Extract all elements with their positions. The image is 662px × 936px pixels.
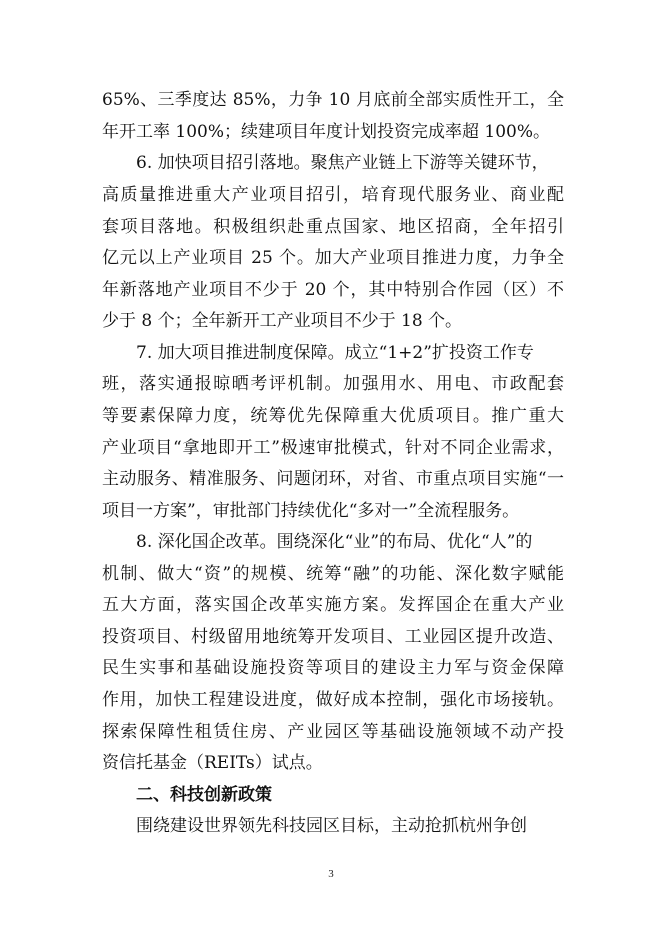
- text-line: 围绕建设世界领先科技园区目标，主动抢抓杭州争创: [136, 816, 527, 836]
- text-line: 6. 加快项目招引落地。聚焦产业链上下游等关键环节，: [136, 153, 549, 173]
- text-line: 高质量推进重大产业项目招引，培育现代服务业、商业配: [102, 185, 564, 205]
- text-line: 班，落实通报晾晒考评机制。加强用水、用电、市政配套: [102, 374, 564, 394]
- text-line: 年开工率 100%；续建项目年度计划投资完成率超 100%。: [102, 122, 551, 142]
- text-line: 五大方面，落实国企改革实施方案。发挥国企在重大产业: [102, 595, 564, 615]
- text-line: 年新落地产业项目不少于 20 个，其中特别合作园（区）不: [102, 280, 564, 300]
- text-line: 亿元以上产业项目 25 个。加大产业项目推进力度，力争全: [102, 248, 564, 268]
- text-line: 项目一方案”，审批部门持续优化“多对一”全流程服务。: [102, 501, 520, 521]
- page-number: 3: [328, 868, 334, 880]
- text-line: 民生实事和基础设施投资等项目的建设主力军与资金保障: [102, 658, 564, 678]
- text-line: 机制、做大“资”的规模、统筹“融”的功能、深化数字赋能: [102, 564, 564, 584]
- text-line: 7. 加大项目推进制度保障。成立“1+2”扩投资工作专: [136, 343, 534, 363]
- section-heading: 二、科技创新政策: [136, 785, 272, 805]
- text-line: 作用，加快工程建设进度，做好成本控制，强化市场接轨。: [102, 690, 564, 710]
- text-line: 8. 深化国企改革。围绕深化“业”的布局、优化“人”的: [136, 532, 533, 552]
- text-line: 资信托基金（REITs）试点。: [102, 753, 323, 773]
- text-line: 主动服务、精准服务、问题闭环，对省、市重点项目实施“一: [102, 469, 564, 489]
- text-line: 65%、三季度达 85%，力争 10 月底前全部实质性开工，全: [102, 90, 564, 110]
- text-line: 套项目落地。积极组织赴重点国家、地区招商，全年招引: [102, 217, 564, 237]
- text-line: 等要素保障力度，统筹优先保障重大优质项目。推广重大: [102, 406, 564, 426]
- text-line: 少于 8 个；全年新开工产业项目不少于 18 个。: [102, 311, 463, 331]
- text-line: 投资项目、村级留用地统筹开发项目、工业园区提升改造、: [102, 627, 564, 647]
- text-line: 探索保障性租赁住房、产业园区等基础设施领域不动产投: [102, 722, 564, 742]
- text-line: 产业项目“拿地即开工”极速审批模式，针对不同企业需求，: [102, 438, 564, 458]
